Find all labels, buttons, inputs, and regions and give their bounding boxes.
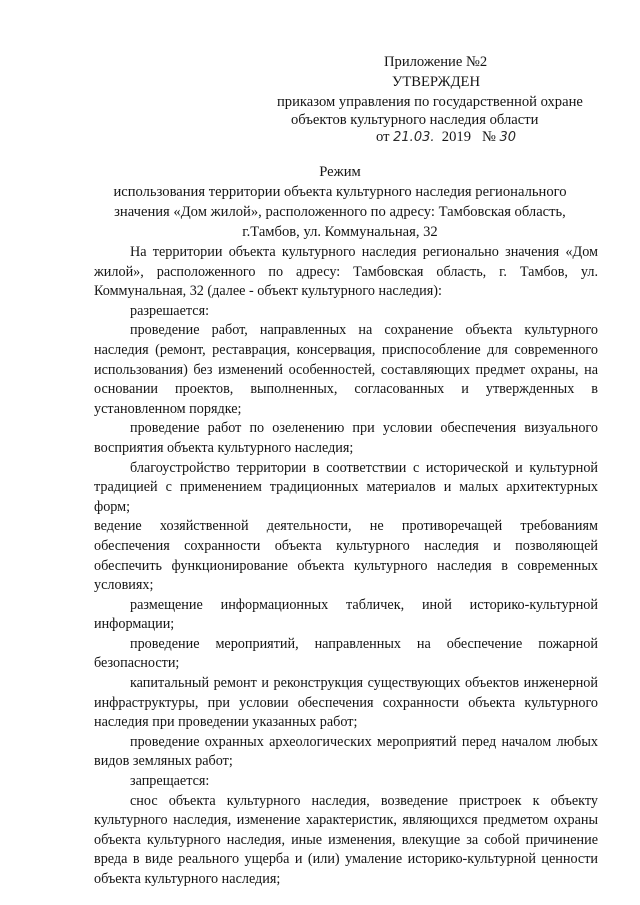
allowed-item: проведение работ, направленных на сохранение объекта культурного наследия (ремонт, реставрация, консервация, приспособление для современного использования) без изменений особенностей, составляющих предмет охраны, на основании проектов, выполненных, согласованных и утвержденных в установленном порядке; [94, 322, 598, 417]
order-date-line [376, 128, 516, 147]
handwritten-number: 30 [499, 130, 517, 145]
appendix-label: Приложение №2 [384, 54, 488, 70]
forbidden-label: запрещается: [130, 773, 210, 790]
document-body [94, 243, 598, 890]
allowed-item: благоустройство территории в соответствии с исторической и культурной традицией с применением традиционных материалов и малых архитектурных форм; [94, 459, 598, 515]
intro-paragraph: На территории объекта культурного наследия регионально значения «Дом жилой», расположенного по адресу: Тамбовская область, г. Тамбов, ул. Коммунальная, 32 (далее - объект культурного наследия): [94, 244, 598, 300]
allowed-item: проведение работ по озеленению при условии обеспечения визуального восприятия объекта культурного наследия; [94, 420, 598, 456]
forbidden-item: снос объекта культурного наследия, возведение пристроек к объекту культурного наследия, изменение характеристик, являющихся предметом охраны объекта культурного наследия, иные изменения, влекущие за собой причинение вреда в виде реального ущерба и (или) умаление историко-культурной ценности объекта культурного наследия; [94, 792, 598, 887]
order-line-2: объектов культурного наследия области [291, 112, 539, 128]
activity-item: ведение хозяйственной деятельности, не противоречащей требованиям обеспечения сохранности объекта культурного наследия и позволяющей обеспечить функционирование объекта культурного наследия в современных условиях; [94, 518, 598, 594]
title-line-3: значения «Дом жилой», расположенного по адресу: Тамбовская область, [114, 204, 566, 220]
date-prefix: от [376, 129, 390, 145]
handwritten-date: 21.03. [393, 130, 435, 145]
title-line-1: Режим [319, 164, 361, 180]
allowed-item: размещение информационных табличек, иной историко-культурной информации; [94, 596, 598, 633]
order-year: 2019 [441, 129, 471, 145]
order-line-1: приказом управления по государственной охране [277, 94, 583, 110]
approved-label: УТВЕРЖДЕН [392, 74, 480, 90]
allowed-item: проведение охранных археологических мероприятий перед началом любых видов земляных работ; [94, 733, 598, 770]
title-line-4: г.Тамбов, ул. Коммунальная, 32 [242, 224, 438, 240]
allowed-label: разрешается: [130, 302, 210, 319]
number-sign: № [481, 129, 496, 145]
allowed-item: проведение мероприятий, направленных на обеспечение пожарной безопасности; [94, 635, 598, 672]
allowed-item: капитальный ремонт и реконструкция существующих объектов инженерной инфраструктуры, при условии обеспечения сохранности объекта культурного наследия при проведении указанных работ; [94, 675, 598, 731]
regime-title [60, 162, 620, 242]
title-line-2: использования территории объекта культурного наследия регионального [113, 184, 567, 200]
